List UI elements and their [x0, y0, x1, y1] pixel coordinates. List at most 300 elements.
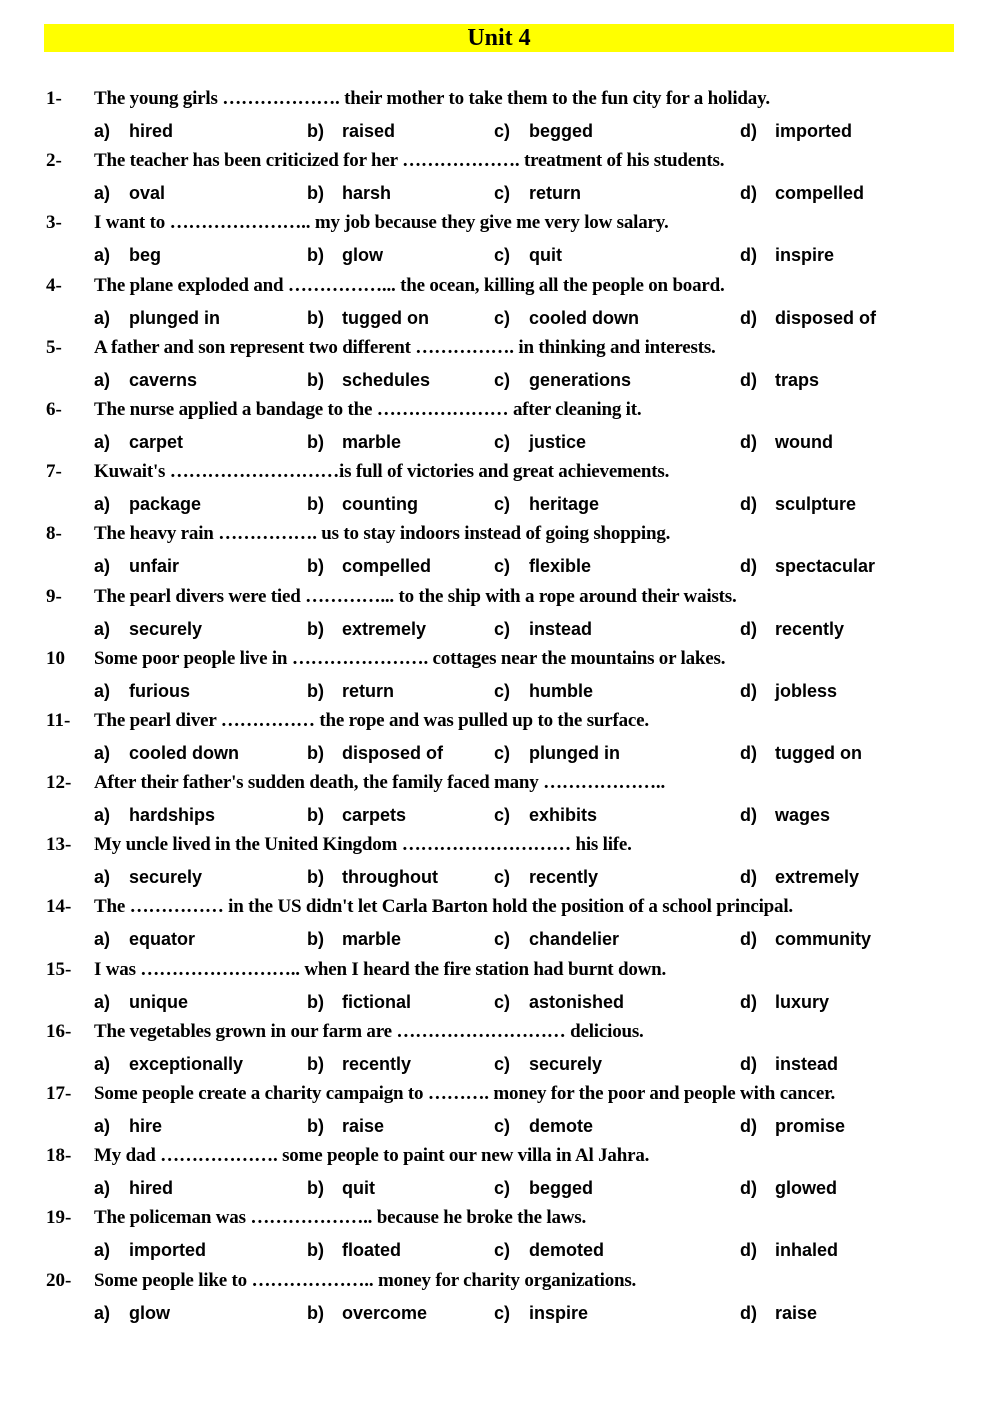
option-letter: c) [494, 245, 511, 266]
option-text: schedules [342, 369, 431, 390]
option-letter: a) [94, 494, 111, 515]
option-b[interactable] [307, 743, 443, 764]
option-b[interactable] [307, 556, 431, 577]
question-item [0, 148, 992, 210]
option-c[interactable] [494, 929, 619, 950]
question-text: The vegetables grown in our farm are ……………………… delicious. [94, 1020, 644, 1042]
option-letter: d) [740, 1240, 757, 1261]
option-b[interactable] [307, 432, 401, 453]
option-text: hired [129, 121, 174, 141]
option-b[interactable] [307, 121, 395, 142]
option-text: counting [342, 494, 418, 515]
option-letter: a) [94, 307, 111, 328]
option-letter: a) [94, 1240, 111, 1261]
question-item [0, 1019, 992, 1081]
option-a[interactable] [94, 805, 215, 826]
option-letter: a) [94, 245, 111, 266]
option-a[interactable] [94, 308, 220, 329]
option-a[interactable] [94, 1178, 173, 1199]
option-text: generations [529, 369, 632, 390]
option-text: astonished [529, 991, 625, 1012]
question-text: The heavy rain ……………. us to stay indoors instead of going shopping. [94, 523, 671, 545]
option-d[interactable] [740, 432, 833, 453]
option-letter: b) [307, 183, 324, 204]
question-text: Some people like to ……………….. money for charity organizations. [94, 1269, 637, 1291]
question-item [0, 1268, 992, 1330]
option-b[interactable] [307, 1054, 411, 1075]
option-text: sculpture [775, 494, 857, 515]
option-letter: a) [94, 929, 111, 950]
option-d[interactable] [740, 867, 859, 888]
option-letter: b) [307, 245, 324, 266]
option-text: unfair [129, 556, 180, 577]
question-item [0, 397, 992, 459]
option-text: tugged on [342, 307, 429, 328]
option-letter: d) [740, 680, 757, 701]
option-text: demoted [529, 1240, 605, 1261]
option-text: cooled down [529, 307, 639, 328]
option-d[interactable] [740, 1116, 845, 1137]
question-text: Kuwait's ………………………is full of victories and great achievements. [94, 461, 670, 483]
option-letter: b) [307, 742, 324, 763]
option-d[interactable] [740, 370, 819, 391]
option-text: raised [342, 121, 396, 141]
option-letter: b) [307, 121, 324, 141]
option-letter: b) [307, 680, 324, 701]
option-text: raise [342, 1116, 385, 1136]
question-number: 6- [46, 398, 62, 420]
option-d[interactable] [740, 929, 871, 950]
option-c[interactable] [494, 992, 624, 1013]
option-letter: a) [94, 618, 111, 639]
option-text: recently [775, 618, 845, 639]
option-a[interactable] [94, 1240, 206, 1261]
option-letter: b) [307, 1116, 324, 1136]
option-text: harsh [342, 183, 392, 204]
option-letter: b) [307, 991, 324, 1012]
option-text: heritage [529, 494, 600, 515]
option-letter: a) [94, 867, 111, 888]
option-letter: b) [307, 431, 324, 452]
option-a[interactable] [94, 494, 201, 515]
option-letter: c) [494, 556, 511, 577]
question-number: 4- [46, 274, 62, 296]
option-text: furious [129, 680, 190, 701]
question-number: 12- [46, 772, 72, 794]
option-c[interactable] [494, 121, 593, 142]
option-letter: a) [94, 183, 111, 204]
option-text: exceptionally [129, 1053, 244, 1074]
option-letter: b) [307, 1240, 324, 1261]
option-c[interactable] [494, 619, 592, 640]
option-a[interactable] [94, 992, 188, 1013]
option-c[interactable] [494, 1116, 593, 1137]
option-d[interactable] [740, 494, 856, 515]
question-item [0, 894, 992, 956]
question-item [0, 770, 992, 832]
option-letter: b) [307, 556, 324, 577]
option-a[interactable] [94, 681, 190, 702]
question-number: 18- [46, 1145, 72, 1167]
option-letter: c) [494, 1053, 511, 1074]
option-letter: c) [494, 991, 511, 1012]
option-d[interactable] [740, 619, 844, 640]
option-text: compelled [342, 556, 432, 577]
option-text: carpet [129, 431, 184, 452]
option-d[interactable] [740, 681, 837, 702]
question-text: I want to ………………….. my job because they give me very low salary. [94, 212, 669, 234]
option-c[interactable] [494, 432, 586, 453]
question-item [0, 584, 992, 646]
question-text: After their father's sudden death, the family faced many ……………….. [94, 772, 666, 794]
option-c[interactable] [494, 1240, 604, 1261]
option-c[interactable] [494, 867, 598, 888]
option-c[interactable] [494, 556, 591, 577]
option-text: recently [342, 1053, 412, 1074]
option-text: disposed of [775, 307, 877, 328]
question-item [0, 1081, 992, 1143]
option-d[interactable] [740, 1178, 837, 1199]
question-text: My uncle lived in the United Kingdom ……………………… his life. [94, 834, 632, 856]
option-c[interactable] [494, 1178, 593, 1199]
question-list [0, 86, 992, 1330]
option-letter: c) [494, 307, 511, 328]
option-letter: d) [740, 1053, 757, 1074]
option-letter: a) [94, 1302, 111, 1323]
option-c[interactable] [494, 805, 597, 826]
question-text: The pearl diver …………… the rope and was pulled up to the surface. [94, 709, 649, 731]
question-text: My dad ………………. some people to paint our new villa in Al Jahra. [94, 1145, 650, 1167]
question-item [0, 1205, 992, 1267]
option-text: floated [342, 1240, 402, 1261]
question-item [0, 210, 992, 272]
question-item [0, 1143, 992, 1205]
option-text: return [342, 680, 395, 701]
option-letter: a) [94, 369, 111, 390]
unit-title: Unit 4 [467, 25, 531, 51]
option-text: caverns [129, 369, 198, 390]
option-text: marble [342, 431, 402, 452]
option-text: begged [529, 1178, 594, 1199]
option-letter: a) [94, 805, 111, 826]
option-text: throughout [342, 867, 438, 888]
option-text: hired [129, 1178, 174, 1199]
option-letter: c) [494, 121, 511, 141]
option-letter: b) [307, 369, 324, 390]
option-b[interactable] [307, 681, 394, 702]
option-text: cooled down [129, 742, 239, 763]
option-b[interactable] [307, 1240, 401, 1261]
option-text: glowed [775, 1178, 837, 1199]
option-b[interactable] [307, 308, 429, 329]
option-b[interactable] [307, 245, 383, 266]
option-letter: c) [494, 805, 511, 826]
option-letter: d) [740, 1302, 757, 1323]
option-letter: d) [740, 245, 757, 266]
option-letter: a) [94, 680, 111, 701]
option-a[interactable] [94, 432, 183, 453]
option-text: securely [129, 618, 203, 639]
option-letter: d) [740, 991, 757, 1012]
option-text: oval [129, 183, 166, 204]
question-text: The pearl divers were tied …………... to the ship with a rope around their waists. [94, 585, 737, 607]
question-text: I was …………………….. when I heard the fire station had burnt down. [94, 958, 667, 980]
option-a[interactable] [94, 1116, 162, 1137]
option-letter: d) [740, 1116, 757, 1136]
option-text: compelled [775, 183, 865, 204]
option-text: tugged on [775, 742, 862, 763]
question-text: The …………… in the US didn't let Carla Barton hold the position of a school principal. [94, 896, 793, 918]
option-text: traps [775, 369, 820, 390]
question-number: 11- [46, 709, 71, 731]
question-text: The plane exploded and ……………... the ocean, killing all the people on board. [94, 274, 725, 296]
option-b[interactable] [307, 370, 430, 391]
option-text: instead [529, 618, 593, 639]
question-text: A father and son represent two different ……………. in thinking and interests. [94, 336, 716, 358]
option-d[interactable] [740, 1303, 817, 1324]
option-letter: a) [94, 991, 111, 1012]
option-d[interactable] [740, 245, 834, 266]
question-item [0, 459, 992, 521]
question-item [0, 335, 992, 397]
option-letter: d) [740, 556, 757, 577]
option-a[interactable] [94, 245, 161, 266]
question-item [0, 273, 992, 335]
option-b[interactable] [307, 867, 438, 888]
option-letter: d) [740, 494, 757, 515]
option-d[interactable] [740, 556, 875, 577]
option-letter: a) [94, 556, 111, 577]
option-letter: b) [307, 929, 324, 950]
option-b[interactable] [307, 1178, 375, 1199]
question-item [0, 521, 992, 583]
question-number: 3- [46, 212, 62, 234]
option-text: equator [129, 929, 196, 950]
option-text: carpets [342, 805, 407, 826]
option-a[interactable] [94, 370, 197, 391]
question-text: The nurse applied a bandage to the ………………… after cleaning it. [94, 398, 642, 420]
option-letter: a) [94, 1116, 111, 1136]
option-text: glow [342, 245, 383, 266]
option-b[interactable] [307, 929, 401, 950]
option-letter: c) [494, 1116, 511, 1136]
option-letter: d) [740, 742, 757, 763]
option-a[interactable] [94, 619, 202, 640]
question-item [0, 86, 992, 148]
option-text: quit [529, 245, 562, 266]
option-text: return [529, 183, 582, 204]
option-c[interactable] [494, 743, 620, 764]
question-text: Some people create a charity campaign to ………. money for the poor and people with cancer. [94, 1083, 836, 1104]
option-letter: d) [740, 431, 757, 452]
option-d[interactable] [740, 1240, 838, 1261]
option-d[interactable] [740, 121, 852, 142]
option-c[interactable] [494, 1054, 602, 1075]
question-number: 9- [46, 585, 62, 607]
question-number: 8- [46, 523, 62, 545]
option-text: spectacular [775, 556, 876, 577]
question-item [0, 646, 992, 708]
option-a[interactable] [94, 121, 173, 142]
option-text: hire [129, 1116, 163, 1136]
option-letter: d) [740, 307, 757, 328]
option-text: promise [775, 1116, 846, 1136]
option-b[interactable] [307, 183, 391, 204]
option-letter: d) [740, 867, 757, 888]
option-text: recently [529, 867, 599, 888]
question-number: 7- [46, 461, 62, 483]
unit-title-banner [44, 24, 954, 52]
option-letter: c) [494, 1178, 511, 1199]
option-text: instead [775, 1053, 839, 1074]
option-letter: c) [494, 1240, 511, 1261]
option-text: begged [529, 121, 594, 141]
option-letter: d) [740, 618, 757, 639]
question-item [0, 957, 992, 1019]
option-b[interactable] [307, 1303, 427, 1324]
option-text: plunged in [129, 307, 220, 328]
option-letter: b) [307, 1053, 324, 1074]
option-text: luxury [775, 991, 830, 1012]
option-b[interactable] [307, 494, 418, 515]
option-text: hardships [129, 805, 216, 826]
question-number: 17- [46, 1083, 72, 1104]
option-letter: c) [494, 183, 511, 204]
option-text: extremely [342, 618, 427, 639]
option-text: demote [529, 1116, 594, 1136]
option-text: disposed of [342, 742, 444, 763]
question-item [0, 708, 992, 770]
option-text: fictional [342, 991, 412, 1012]
option-text: imported [775, 121, 853, 141]
option-text: securely [129, 867, 203, 888]
option-letter: c) [494, 494, 511, 515]
option-text: inspire [529, 1302, 589, 1323]
option-a[interactable] [94, 743, 239, 764]
option-letter: c) [494, 680, 511, 701]
option-letter: d) [740, 805, 757, 826]
question-text: The policeman was ……………….. because he broke the laws. [94, 1207, 587, 1229]
option-text: chandelier [529, 929, 620, 950]
option-c[interactable] [494, 1303, 588, 1324]
option-letter: c) [494, 742, 511, 763]
option-letter: b) [307, 307, 324, 328]
question-text: Some poor people live in …………………. cottages near the mountains or lakes. [94, 647, 726, 669]
option-letter: a) [94, 1178, 111, 1199]
option-letter: c) [494, 369, 511, 390]
option-a[interactable] [94, 929, 195, 950]
option-letter: a) [94, 431, 111, 452]
option-a[interactable] [94, 1054, 243, 1075]
option-text: securely [529, 1053, 603, 1074]
option-d[interactable] [740, 992, 829, 1013]
option-text: raise [775, 1302, 818, 1323]
option-b[interactable] [307, 619, 426, 640]
question-text: The young girls ………………. their mother to take them to the fun city for a holiday. [94, 88, 770, 109]
question-number: 10 [46, 647, 65, 669]
option-c[interactable] [494, 681, 593, 702]
question-number: 19- [46, 1207, 72, 1229]
option-text: imported [129, 1240, 207, 1261]
option-text: wound [775, 431, 833, 452]
option-text: extremely [775, 867, 860, 888]
option-letter: b) [307, 494, 324, 515]
option-c[interactable] [494, 370, 631, 391]
option-b[interactable] [307, 1116, 384, 1137]
option-text: justice [529, 431, 587, 452]
option-letter: b) [307, 1178, 324, 1199]
option-text: overcome [342, 1302, 428, 1323]
option-letter: b) [307, 805, 324, 826]
option-d[interactable] [740, 308, 876, 329]
option-a[interactable] [94, 183, 165, 204]
option-letter: d) [740, 929, 757, 950]
option-text: glow [129, 1302, 170, 1323]
option-text: flexible [529, 556, 592, 577]
option-a[interactable] [94, 1303, 170, 1324]
option-letter: d) [740, 183, 757, 204]
question-item [0, 832, 992, 894]
option-letter: c) [494, 618, 511, 639]
option-letter: b) [307, 1302, 324, 1323]
question-number: 14- [46, 896, 72, 918]
option-d[interactable] [740, 183, 864, 204]
option-text: jobless [775, 680, 838, 701]
option-text: inspire [775, 245, 835, 266]
question-number: 16- [46, 1020, 72, 1042]
option-d[interactable] [740, 743, 862, 764]
option-text: quit [342, 1178, 375, 1199]
option-letter: c) [494, 867, 511, 888]
option-letter: d) [740, 369, 757, 390]
option-d[interactable] [740, 1054, 838, 1075]
option-text: unique [129, 991, 188, 1012]
option-c[interactable] [494, 245, 562, 266]
option-text: humble [529, 680, 594, 701]
option-letter: b) [307, 618, 324, 639]
question-number: 1- [46, 88, 62, 109]
option-text: inhaled [775, 1240, 839, 1261]
question-number: 2- [46, 150, 62, 172]
option-letter: c) [494, 1302, 511, 1323]
option-letter: c) [494, 929, 511, 950]
option-a[interactable] [94, 556, 179, 577]
option-letter: b) [307, 867, 324, 888]
option-d[interactable] [740, 805, 830, 826]
option-letter: a) [94, 1053, 111, 1074]
option-c[interactable] [494, 494, 599, 515]
option-b[interactable] [307, 992, 411, 1013]
question-text: The teacher has been criticized for her ………………. treatment of his students. [94, 150, 725, 172]
option-letter: d) [740, 121, 757, 141]
option-letter: d) [740, 1178, 757, 1199]
option-a[interactable] [94, 867, 202, 888]
option-c[interactable] [494, 308, 639, 329]
question-number: 15- [46, 958, 72, 980]
option-text: community [775, 929, 872, 950]
option-letter: a) [94, 121, 111, 141]
option-letter: a) [94, 742, 111, 763]
option-text: package [129, 494, 202, 515]
option-letter: c) [494, 431, 511, 452]
option-b[interactable] [307, 805, 406, 826]
question-number: 13- [46, 834, 72, 856]
question-number: 5- [46, 336, 62, 358]
question-number: 20- [46, 1269, 72, 1291]
option-text: beg [129, 245, 162, 266]
option-text: marble [342, 929, 402, 950]
option-c[interactable] [494, 183, 581, 204]
